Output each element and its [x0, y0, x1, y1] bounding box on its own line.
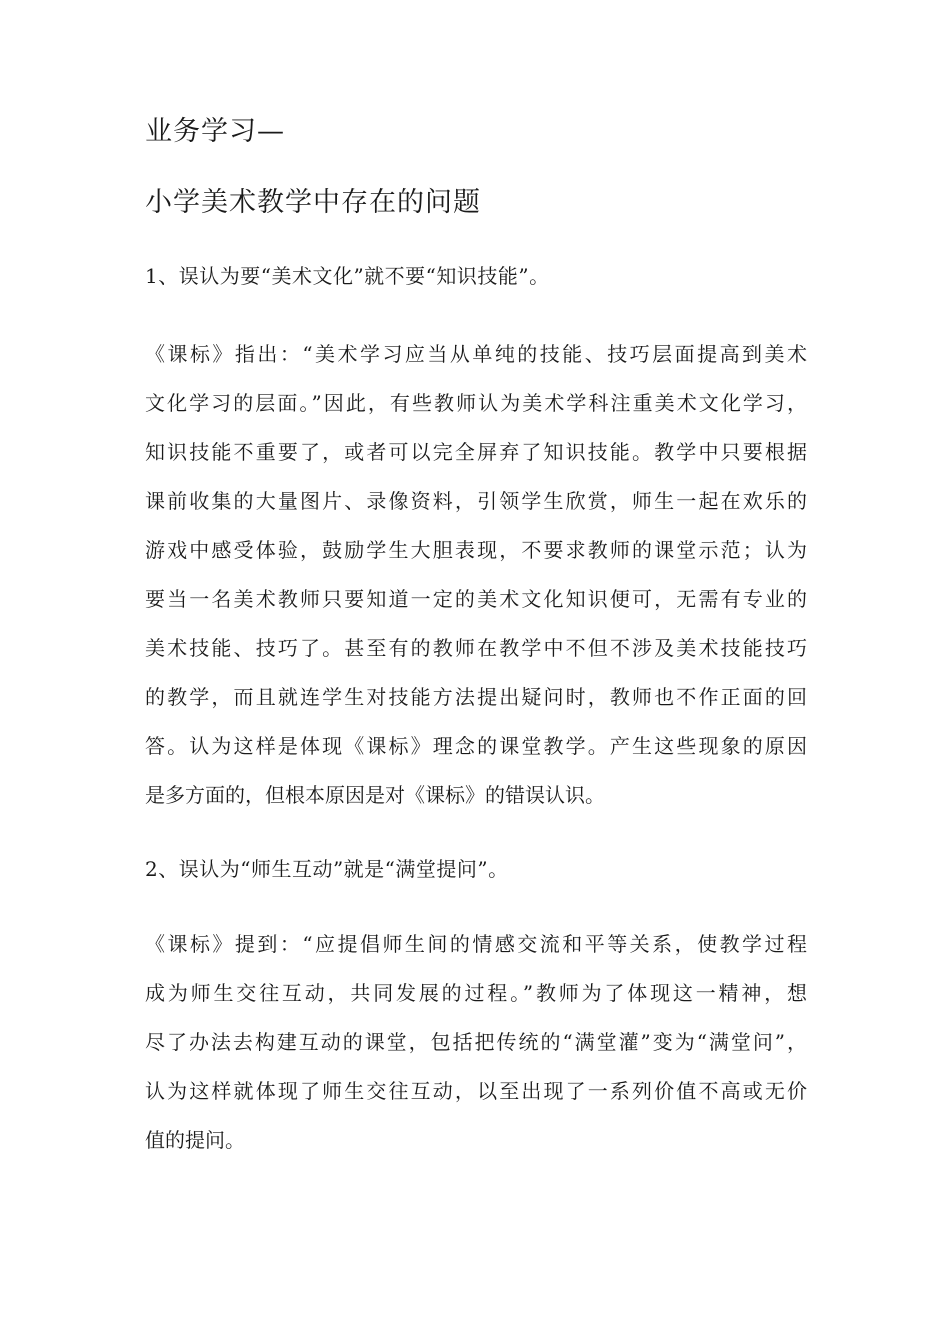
paragraph-line: 文化学习的层面。”因此，有些教师认为美术学科注重美术文化学习，	[145, 391, 807, 415]
section-2-paragraph	[145, 920, 807, 1165]
section-1-heading: 1、误认为要“美术文化”就不要“知识技能”。	[145, 264, 550, 288]
paragraph-line: 《课标》指出：“美术学习应当从单纯的技能、技巧层面提高到美术	[145, 342, 807, 366]
paragraph-line: 《课标》提到：“应提倡师生间的情感交流和平等关系，使教学过程	[145, 932, 807, 956]
paragraph-line: 值的提问。	[145, 1128, 245, 1152]
document-title-line-2: 小学美术教学中存在的问题	[145, 187, 481, 218]
paragraph-line: 课前收集的大量图片、录像资料，引领学生欣赏，师生一起在欢乐的	[145, 489, 807, 513]
paragraph-line: 美术技能、技巧了。甚至有的教师在教学中不但不涉及美术技能技巧	[145, 636, 807, 660]
paragraph-line: 认为这样就体现了师生交往互动，以至出现了一系列价值不高或无价	[145, 1079, 807, 1103]
paragraph-line: 要当一名美术教师只要知道一定的美术文化知识便可，无需有专业的	[145, 587, 807, 611]
paragraph-line: 成为师生交往互动，共同发展的过程。”教师为了体现这一精神，想	[145, 981, 807, 1005]
paragraph-line: 尽了办法去构建互动的课堂，包括把传统的“满堂灌”变为“满堂问”，	[145, 1030, 807, 1054]
paragraph-line: 游戏中感受体验，鼓励学生大胆表现，不要求教师的课堂示范；认为	[145, 538, 807, 562]
paragraph-line: 是多方面的，但根本原因是对《课标》的错误认识。	[145, 783, 605, 807]
paragraph-line: 知识技能不重要了，或者可以完全屏弃了知识技能。教学中只要根据	[145, 440, 807, 464]
section-1-paragraph	[145, 330, 807, 820]
paragraph-line: 答。认为这样是体现《课标》理念的课堂教学。产生这些现象的原因	[145, 734, 807, 758]
section-2-heading: 2、误认为“师生互动”就是“满堂提问”。	[145, 857, 509, 881]
document-title-line-1: 业务学习—	[145, 116, 285, 147]
paragraph-line: 的教学，而且就连学生对技能方法提出疑问时，教师也不作正面的回	[145, 685, 807, 709]
